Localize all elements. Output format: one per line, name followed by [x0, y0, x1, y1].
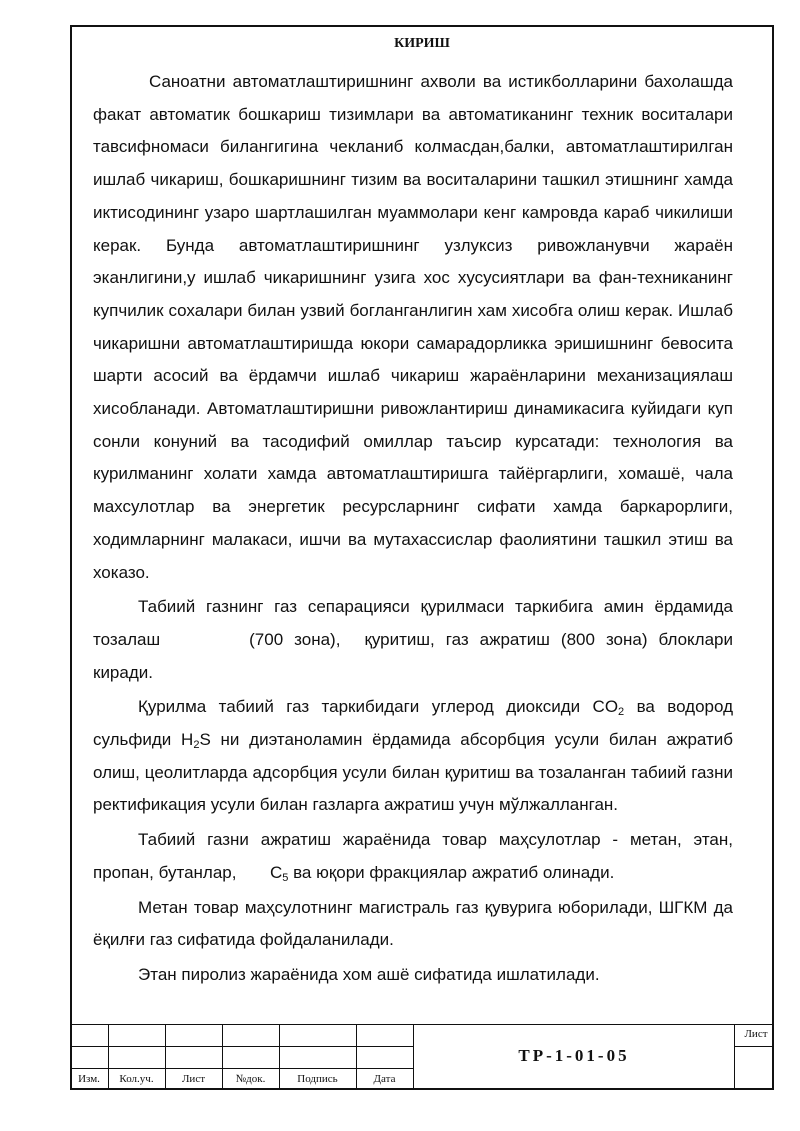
document-body [93, 66, 733, 992]
paragraph-ethane: Этан пиролиз жараёнида хом ашё сифатида ишлатилади. [138, 964, 600, 984]
paragraph-methane: Метан товар маҳсулотнинг магистраль газ қувурига юборилади, ШГКМ да ёқилғи газ сифатида фойдаланилади. [93, 897, 733, 950]
document-code: ТР-1-01-05 [518, 1046, 630, 1065]
stamp-label-izm: Изм. [78, 1073, 100, 1085]
paragraph-intro: Саноатни автоматлаштиришнинг ахволи ва истикболларини бахолашда факат автоматик бошкариш тизимлари ва автоматиканинг техник воситалари тавсифномаси билангигина чекланиб колмасдан,балки, автоматлаштирилган ишлаб чикариш, бошкаришнинг тизим ва воситаларини ташкил этишнинг хамда иктисодининг узаро шартлашилган муаммолари кенг камровда караб чикилиши керак. Бунда автоматлаштиришнинг узлуксиз ривожланувчи жараён эканлигини,у ишлаб чикаришнинг узига хос хусусиятлари ва фан-техниканинг купчилик сохалари билан узвий богланганлигин хам хисобга олиш керак. Ишлаб чикаришни автоматлаштиришда юкори самарадорликка эришишнинг бевосита шарти асосий ва ёрдамчи ишлаб чикариш жараёнларини механизациялаш хисобланади. Автоматлаштиришни ривожлантириш динамикасига куйидаги куп сонли конуний ва тасодифий омиллар таъсир курсатади: технология ва курилманинг холати хамда автоматлаштиришга тайёргарлиги, хомашё, чала махсулотлар ва энергетик ресурсларнинг сифати хамда баркарорлиги, ходимларнинг малакаси, ишчи ва мутахассислар фаолиятини ташкил этиш ва хоказо. [93, 72, 733, 582]
page-title: КИРИШ [394, 36, 450, 51]
stamp-label-kol-uch: Кол.уч. [119, 1073, 154, 1085]
title-block-stamp [70, 1024, 774, 1090]
stamp-label-doc-number: №док. [235, 1073, 266, 1085]
sheet-label: Лист [744, 1028, 768, 1040]
paragraph-products: Табиий газни ажратиш жараёнида товар маҳсулотлар - метан, этан, пропан, бутанлар, $C_5$ ва юқори фракциялар ажратиб олинади. [93, 830, 733, 884]
stamp-label-date: Дата [373, 1073, 396, 1085]
paragraph-installation: Қурилма табиий газ таркибидаги углерод диоксиди $CO_2$ ва водород сульфиди $H_2S$ ни диэтаноламин ёрдамида абсорбция усули билан ажратиб олиш, цеолитларда адсорбция усули билан қуритиш ва тозаланган табиий газни ректификация усули билан газларга ажратиш учун мўлжалланган. [93, 697, 733, 815]
paragraph-gas-separation: Табиий газнинг газ сепарацияси қурилмаси таркибига амин ёрдамида тозалаш (700 зона), қуритиш, газ ажратиш (800 зона) блоклари киради. [93, 597, 733, 682]
stamp-label-signature: Подпись [297, 1073, 338, 1085]
stamp-label-list: Лист [181, 1073, 206, 1085]
